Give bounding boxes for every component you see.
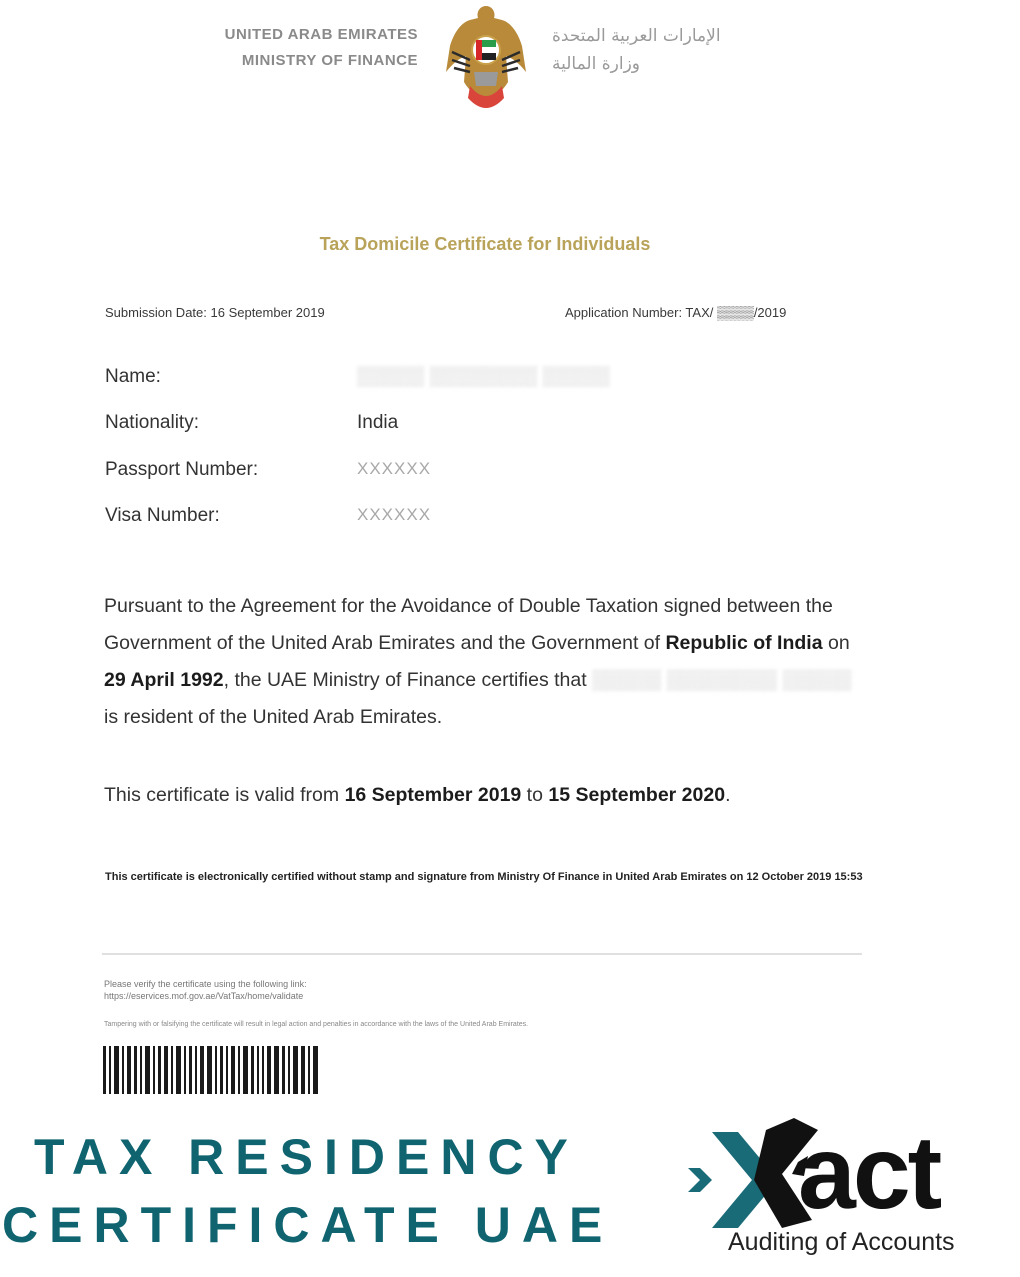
nationality-value: India [357,412,399,433]
para-text-4: is resident of the United Arab Emirates. [104,706,443,728]
submission-date: Submission Date: 16 September 2019 [105,305,325,320]
verify-link[interactable]: https://eservices.mof.gov.ae/VatTax/home/validate [104,991,304,1001]
passport-number-value: XXXXXX [357,459,432,478]
electronic-certification-note: This certificate is electronically certified without stamp and signature from Ministry Of Finance in United Arab Emirates on 12 October 2019 15:53 [105,871,863,883]
banner-line2: CERTIFICATE UAE [2,1197,614,1253]
certification-paragraph [104,588,864,736]
brand-wordmark: act [798,1115,940,1231]
verify-text: Please verify the certificate using the following link: [104,979,307,989]
divider [102,953,862,955]
validity-statement [104,784,731,807]
validity-suffix: . [725,784,731,806]
name-value-redacted: ▒▒▒▒▒ ▒▒▒▒▒▒▒▒ ▒▒▒▒▒ [357,366,610,387]
para-text-1: Pursuant to the Agreement for the Avoidance of Double Taxation signed between the Government of the United Arab Emirates and the Government of [104,595,833,654]
header-org-en-line2: MINISTRY OF FINANCE [241,52,418,69]
tamper-warning: Tampering with or falsifying the certificate will result in legal action and penalties in accordance with the laws of the United Arab Emirates. [104,1021,529,1028]
agreement-date: 29 April 1992 [104,669,224,691]
uae-emblem-icon [440,2,532,118]
treaty-country: Republic of India [665,632,823,654]
visa-number-value: XXXXXX [357,505,432,524]
visa-number-label: Visa Number: [105,505,220,526]
name-label: Name: [105,366,161,387]
certificate-title: Tax Domicile Certificate for Individuals [319,234,651,254]
nationality-label: Nationality: [105,412,199,433]
verify-instructions [104,978,307,1002]
header-org-ar-line1: الإمارات العربية المتحدة [552,26,721,46]
application-number: Application Number: TAX/ ▒▒▒▒/2019 [565,305,787,320]
para-text-3: , the UAE Ministry of Finance certifies that [223,669,593,691]
passport-number-label: Passport Number: [105,459,259,480]
header-org-en-line1: UNITED ARAB EMIRATES [224,26,418,43]
para-text-2: on [822,632,850,654]
resident-name-redacted: ▒▒▒▒▒ ▒▒▒▒▒▒▒▒ ▒▒▒▒▒ [592,669,852,691]
validity-mid: to [521,784,549,806]
banner-line1: TAX RESIDENCY [34,1129,579,1185]
valid-from-date: 16 September 2019 [344,784,522,806]
validity-prefix: This certificate is valid from [104,784,345,806]
valid-to-date: 15 September 2020 [548,784,726,806]
barcode-icon [103,1046,408,1094]
header-org-ar-line2: وزارة المالية [552,54,640,74]
brand-tagline: Auditing of Accounts [728,1228,955,1256]
